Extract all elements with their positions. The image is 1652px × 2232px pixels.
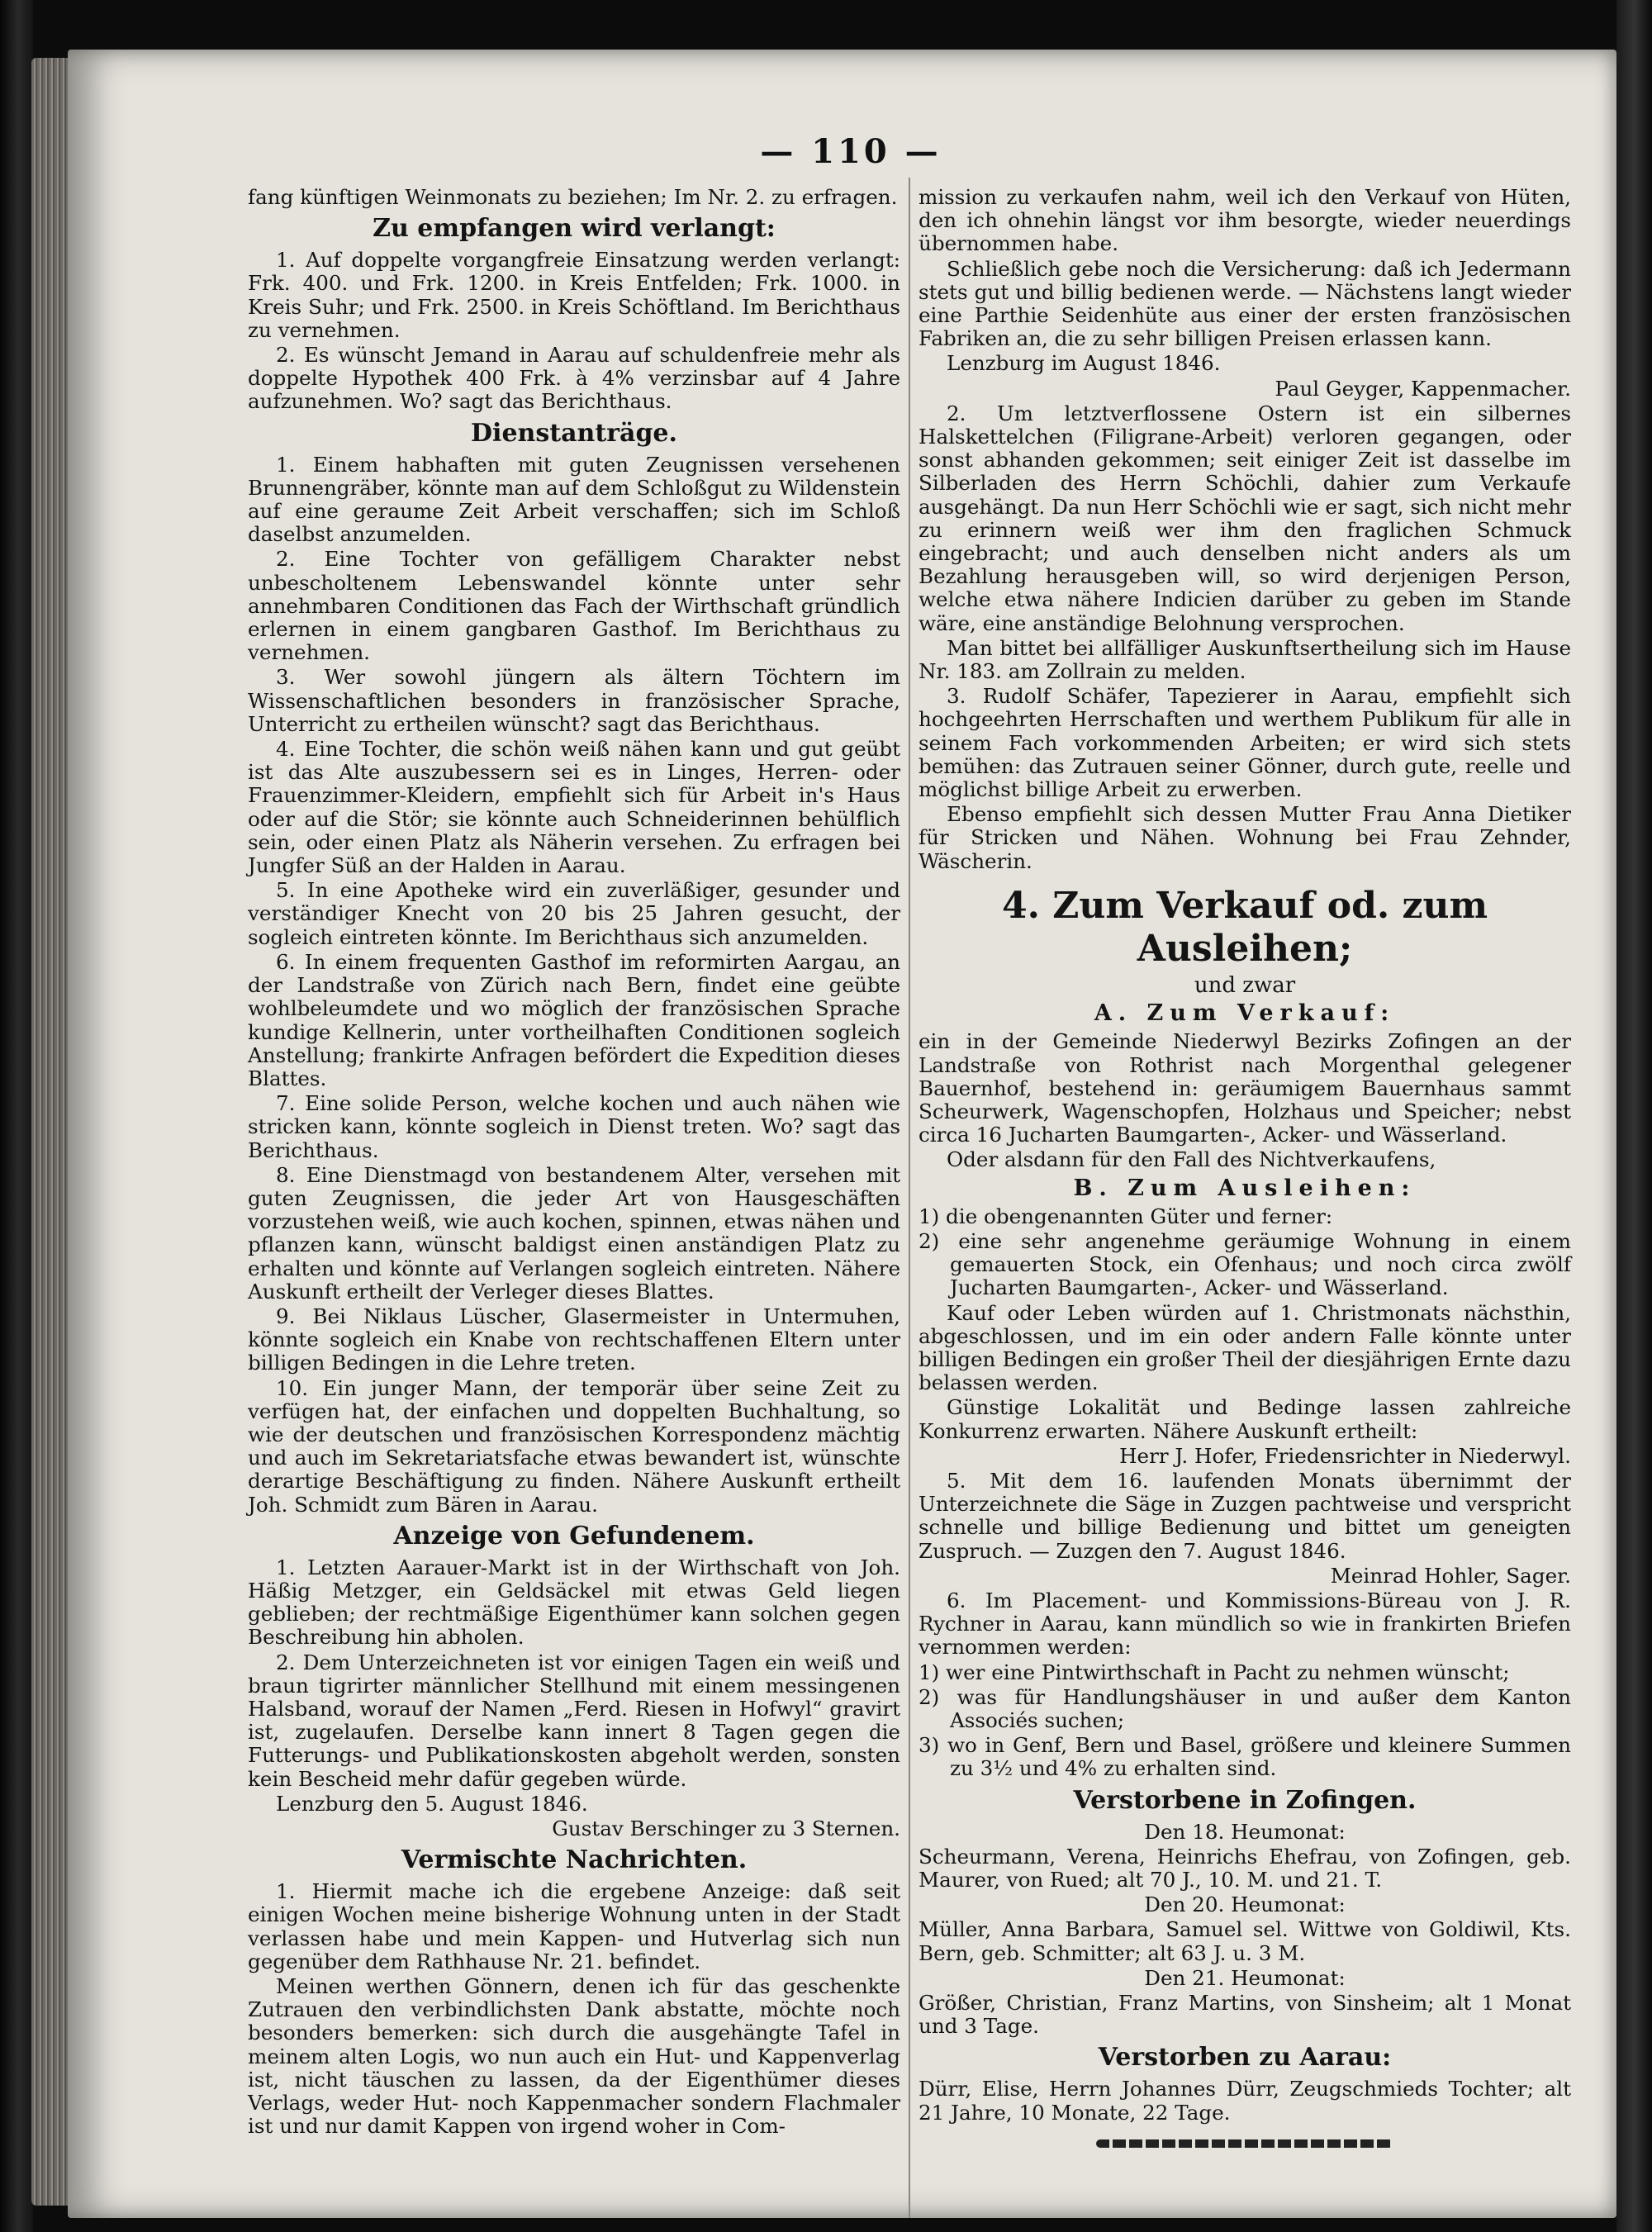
section-heading: B. Zum Ausleihen: (1073, 1175, 1417, 1201)
list-item: 1) wer eine Pintwirthschaft in Pacht zu nehmen wünscht; (919, 1660, 1510, 1684)
ornament-rule (1096, 2139, 1393, 2148)
date-subheading: Den 20. Heumonat: (1144, 1892, 1346, 1917)
date-subheading: Den 21. Heumonat: (1144, 1965, 1346, 1990)
obituary-entry: Größer, Christian, Franz Martins, von Sinsheim; alt 1 Monat und 3 Tage. (919, 1991, 1571, 2039)
paragraph: 9. Bei Niklaus Lüscher, Glasermeister in Untermuhen, könnte sogleich ein Knabe von rechtschaffenen Eltern unter billigen Bedingen in die Lehre treten. (248, 1304, 900, 1375)
list-item: 2) eine sehr angenehme geräumige Wohnung in einem gemauerten Stock, ein Ofenhaus; und noch circa zwölf Jucharten Baumgarten-, Acker- und Wässerland. (919, 1228, 1571, 1300)
scan-border (1616, 0, 1652, 2232)
paragraph: 7. Eine solide Person, welche kochen und auch nähen wie stricken kann, könnte sogleich in Dienst treten. Wo? sagt das Berichthaus. (248, 1091, 900, 1162)
signature: Paul Geyger, Kappenmacher. (1275, 376, 1571, 401)
section-heading: Vermischte Nachrichten. (401, 1845, 748, 1875)
paragraph: 8. Eine Dienstmagd von bestandenem Alter, versehen mit guten Zeugnissen, die jeder Art von Hausgeschäften vorzustehen weiß, wie auch kochen, spinnen, etwas nähen und pflanzen kann, wünscht baldigst einen anständigen Platz zu erhalten und könnte auf Verlangen sogleich eintreten. Nähere Auskunft ertheilt der Verleger dieses Blattes. (248, 1162, 900, 1304)
paragraph: Kauf oder Leben würden auf 1. Christmonats nächsthin, abgeschlossen, und im ein oder andern Falle könnte unter billigen Bedingen ein großer Theil der diesjährigen Ernte dazu belassen werden. (919, 1300, 1571, 1395)
dateline: Lenzburg im August 1846. (947, 351, 1221, 376)
paragraph: ein in der Gemeinde Niederwyl Bezirks Zofingen an der Landstraße von Rothrist nach Morgenthal gelegener Bauernhof, bestehend in: geräumigem Bauernhaus sammt Scheurwerk, Wagenschopfen, Holzhaus und Speicher; nebst circa 16 Jucharten Baumgarten-, Acker- und Wässerland. (919, 1029, 1571, 1147)
section-heading: Zu empfangen wird verlangt: (373, 214, 776, 244)
date-subheading: Den 18. Heumonat: (1144, 1819, 1346, 1844)
page-number: — 110 — (760, 132, 942, 171)
paragraph: 5. In eine Apotheke wird ein zuverläßiger, gesunder und verständiger Knecht von 20 bis 25 Jahren gesucht, der sogleich eintreten könnte. Im Berichthaus sich anzumelden. (248, 878, 900, 949)
paragraph: 1. Letzten Aarauer-Markt ist in der Wirthschaft von Joh. Häßig Metzger, ein Geldsäckel mit etwas Geld liegen geblieben; der rechtmäßige Eigenthümer kann solchen gegen Beschreibung hin abholen. (248, 1555, 900, 1650)
section-heading: A. Zum Verkauf: (1094, 1000, 1396, 1027)
paragraph: 1. Auf doppelte vorgangfreie Einsatzung werden verlangt: Frk. 400. und Frk. 1200. in Kreis Entfelden; Frk. 1000. in Kreis Suhr; und Frk. 2500. in Kreis Schöftland. Im Berichthaus zu vernehmen. (248, 248, 900, 342)
paragraph: Meinen werthen Gönnern, denen ich für das geschenkte Zutrauen den verbindlichsten Dank abstatte, möchte noch besonders bemerken: sich durch die ausgehängte Tafel in meinem alten Logis, wo nun auch ein Hut- und Kappenverlag ist, nicht täuschen zu lassen, da der Eigenthümer dieses Verlags, weder Hut- noch Kappenmacher sondern Flachmaler ist und nur damit Kappen von irgend woher in Com- (248, 1974, 900, 2139)
paragraph: Man bittet bei allfälliger Auskunftsertheilung sich im Hause Nr. 183. am Zollrain zu melden. (919, 635, 1571, 684)
section-heading: Dienstanträge. (471, 418, 677, 448)
paragraph: mission zu verkaufen nahm, weil ich den Verkauf von Hüten, den ich ohnehin längst vor ihm besorgte, wieder neuerdings übernommen habe. (919, 185, 1571, 256)
paragraph: Oder alsdann für den Fall des Nichtverkaufens, (947, 1147, 1436, 1172)
list-item: 1) die obengenannten Güter und ferner: (919, 1204, 1333, 1228)
left-column (248, 186, 900, 2139)
paragraph: 2. Eine Tochter von gefälligem Charakter nebst unbescholtenem Lebenswandel könnte unter sehr annehmbaren Conditionen das Fach der Wirthschaft gründlich erlernen in einem gangbaren Gasthof. Im Berichthaus zu vernehmen. (248, 547, 900, 665)
paragraph: 10. Ein junger Mann, der temporär über seine Zeit zu verfügen hat, der einfachen und doppelten Buchhaltung, so wie der deutschen und französischen Korrespondenz mächtig und auch im Sekretariatsfache etwas bewandert ist, wünschte derartige Beschäftigung zu finden. Nähere Auskunft ertheilt Joh. Schmidt zum Bären in Aarau. (248, 1375, 900, 1517)
section-heading: Anzeige von Gefundenem. (393, 1521, 755, 1551)
section-heading: Verstorbene in Zofingen. (1073, 1785, 1417, 1815)
paragraph: fang künftigen Weinmonats zu beziehen; Im Nr. 2. zu erfragen. (248, 185, 898, 209)
page-edges (31, 58, 69, 2206)
list-item: 3) wo in Genf, Bern und Basel, größere und kleinere Summen zu 3½ und 4% zu erhalten sind. (919, 1733, 1571, 1781)
paragraph: 5. Mit dem 16. laufenden Monats übernimmt der Unterzeichnete die Säge in Zuzgen pachtweise und verspricht schnelle und billige Bedienung und bittet um geneigten Zuspruch. — Zuzgen den 7. August 1846. (919, 1468, 1571, 1563)
signature: Gustav Berschinger zu 3 Sternen. (552, 1816, 900, 1840)
paragraph: 2. Dem Unterzeichneten ist vor einigen Tagen ein weiß und braun tigrirter männlicher Stellhund mit einem messingenen Halsband, worauf der Namen „Ferd. Riesen in Hofwyl“ gravirt ist, zugelaufen. Derselbe kann innert 8 Tagen gegen die Futterungs- und Publikationskosten abgeholt werden, sonsten kein Bescheid mehr dafür gegeben würde. (248, 1650, 900, 1791)
main-heading: 4. Zum Verkauf od. zum Ausleihen; (1001, 884, 1488, 970)
subheading: und zwar (1194, 972, 1296, 998)
paragraph: 3. Wer sowohl jüngern als ältern Töchtern im Wissenschaftlichen besonders in französischer Sprache, Unterricht zu ertheilen wünscht? sagt das Berichthaus. (248, 665, 900, 736)
signature: Meinrad Hohler, Sager. (1330, 1563, 1571, 1588)
paragraph: Ebenso empfiehlt sich dessen Mutter Frau Anna Dietiker für Stricken und Nähen. Wohnung bei Frau Zehnder, Wäscherin. (919, 802, 1571, 873)
list-item: 2) was für Handlungshäuser in und außer dem Kanton Associés suchen; (919, 1684, 1571, 1732)
paragraph: Günstige Lokalität und Bedinge lassen zahlreiche Konkurrenz erwarten. Nähere Auskunft ertheilt: (919, 1395, 1571, 1443)
signature: Herr J. Hofer, Friedensrichter in Niederwyl. (1119, 1443, 1571, 1468)
paragraph: 4. Eine Tochter, die schön weiß nähen kann und gut geübt ist das Alte auszubessern sei es in Linges, Herren- oder Frauenzimmer-Kleidern, empfiehlt sich für Arbeit in's Haus oder auf die Stör; sie könnte auch Schneiderinnen behülflich sein, oder einen Platz als Näherin versehen. Zu erfragen bei Jungfer Süß an der Halden in Aarau. (248, 737, 900, 878)
book-spine (0, 0, 33, 2232)
paragraph: 1. Einem habhaften mit guten Zeugnissen versehenen Brunnengräber, könnte man auf dem Schloßgut zu Wildenstein auf eine geraume Zeit Arbeit verschaffen; sich im Schloß daselbst anzumelden. (248, 452, 900, 547)
paragraph: 6. Im Placement- und Kommissions-Büreau von J. R. Rychner in Aarau, kann mündlich so wie in frankirten Briefen vernommen werden: (919, 1588, 1571, 1660)
paragraph: Schließlich gebe noch die Versicherung: daß ich Jedermann stets gut und billig bedienen werde. — Nächstens langt wieder eine Parthie Seidenhüte aus einer der ersten französischen Fabriken an, die zu sehr billigen Preisen erlassen kann. (919, 256, 1571, 351)
dateline: Lenzburg den 5. August 1846. (276, 1791, 588, 1816)
obituary-entry: Müller, Anna Barbara, Samuel sel. Wittwe von Goldiwil, Kts. Bern, geb. Schmitter; alt 63 J. u. 3 M. (919, 1917, 1571, 1965)
right-column (919, 186, 1571, 2148)
column-divider (909, 178, 910, 2218)
obituary-entry: Scheurmann, Verena, Heinrichs Ehefrau, von Zofingen, geb. Maurer, von Rued; alt 70 J., 10. M. und 21. T. (919, 1844, 1571, 1892)
obituary-entry: Dürr, Elise, Herrn Johannes Dürr, Zeugschmieds Tochter; alt 21 Jahre, 10 Monate, 22 Tage. (919, 2077, 1571, 2125)
paragraph: 1. Hiermit mache ich die ergebene Anzeige: daß seit einigen Wochen meine bisherige Wohnung unten in der Stadt verlassen habe und mein Kappen- und Hutverlag sich nun gegenüber dem Rathhause Nr. 21. befindet. (248, 1879, 900, 1973)
paragraph: 6. In einem frequenten Gasthof im reformirten Aargau, an der Landstraße von Zürich nach Bern, findet eine geübte wohlbeleumdete und wo möglich der französischen Sprache kundige Kellnerin, unter vortheilhaften Conditionen sogleich Anstellung; frankirte Anfragen befördert die Expedition dieses Blattes. (248, 949, 900, 1090)
paragraph: 3. Rudolf Schäfer, Tapezierer in Aarau, empfiehlt sich hochgeehrten Herrschaften und werthem Publikum für alle in seinem Fach vorkommenden Arbeiten; er wird sich stets bemühen: das Zutrauen seiner Gönner, durch gute, reelle und möglichst billige Arbeit zu erwerben. (919, 684, 1571, 802)
section-heading: Verstorben zu Aarau: (1098, 2043, 1392, 2073)
paragraph: 2. Um letztverflossene Ostern ist ein silbernes Halskettelchen (Filigrane-Arbeit) verloren gegangen, oder sonst abhanden gekommen; seit einiger Zeit ist dasselbe im Silberladen des Herrn Schöchli, dahier zum Verkaufe ausgehängt. Da nun Herr Schöchli wie er sagt, sich nicht mehr zu erinnern weiß wer ihm den fraglichen Schmuck eingebracht; und auch denselben nicht anders als um Bezahlung herausgeben will, so wird derjenigen Person, welche etwa nähere Indicien darüber zu geben im Stande wäre, eine anständige Belohnung versprochen. (919, 401, 1571, 635)
paragraph: 2. Es wünscht Jemand in Aarau auf schuldenfreie mehr als doppelte Hypothek 400 Frk. à 4% verzinsbar auf 4 Jahre aufzunehmen. Wo? sagt das Berichthaus. (248, 343, 900, 414)
